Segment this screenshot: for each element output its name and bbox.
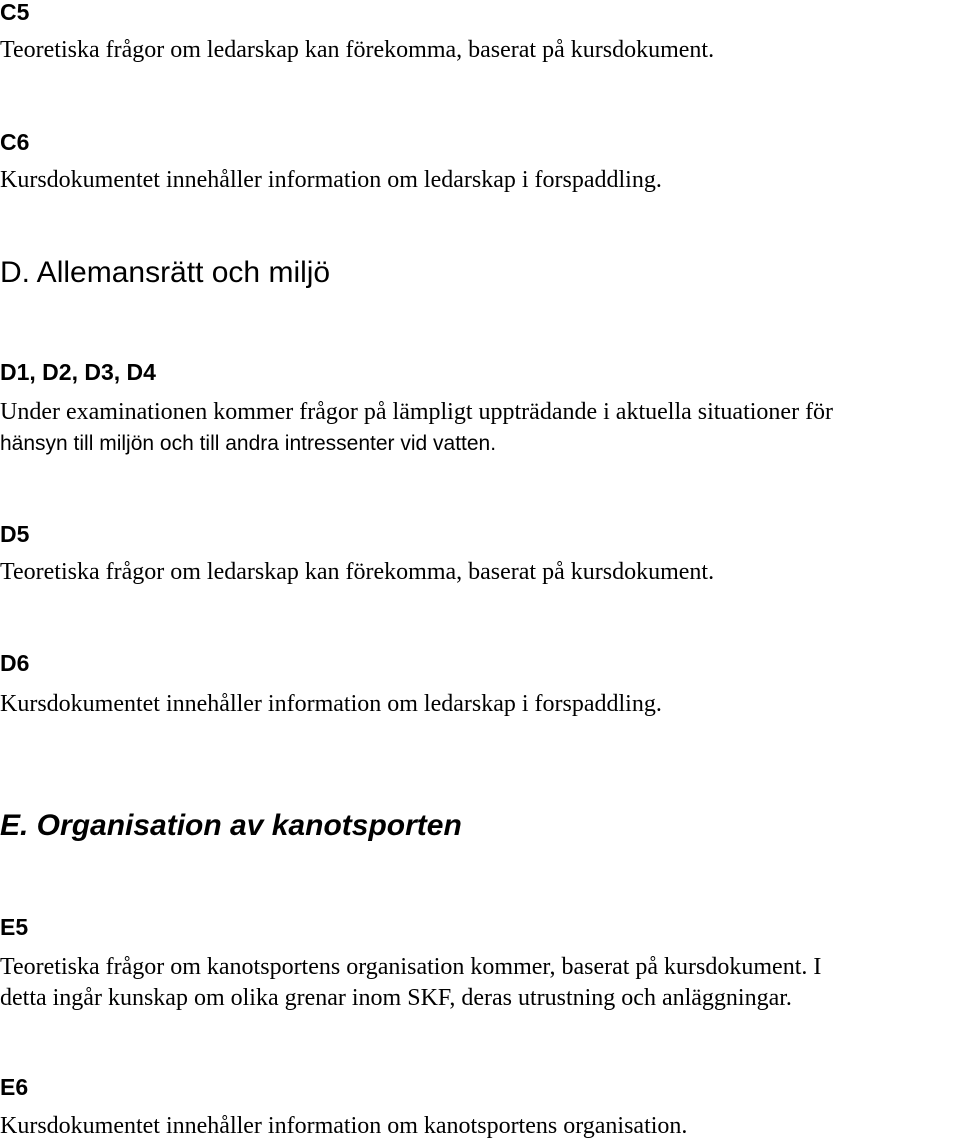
paragraph-d1-d4-line-1: Under examinationen kommer frågor på lämpligt uppträdande i aktuella situationer för — [0, 399, 834, 425]
paragraph-e5-line-1: Teoretiska frågor om kanotsportens organisation kommer, baserat på kursdokument. I — [0, 954, 822, 980]
section-heading-e: E. Organisation av kanotsporten — [0, 809, 462, 842]
heading-d6: D6 — [0, 650, 30, 676]
heading-c5: C5 — [0, 0, 30, 25]
heading-d1-d4: D1, D2, D3, D4 — [0, 359, 156, 385]
paragraph-e6: Kursdokumentet innehåller information om kanotsportens organisation. — [0, 1113, 688, 1139]
heading-e5: E5 — [0, 914, 29, 940]
paragraph-c5: Teoretiska frågor om ledarskap kan förekomma, baserat på kursdokument. — [0, 37, 715, 63]
paragraph-d6: Kursdokumentet innehåller information om ledarskap i forspaddling. — [0, 691, 662, 717]
paragraph-e5-line-2: detta ingår kunskap om olika grenar inom SKF, deras utrustning och anläggningar. — [0, 985, 792, 1011]
paragraph-d5: Teoretiska frågor om ledarskap kan förekomma, baserat på kursdokument. — [0, 559, 715, 585]
heading-c6: C6 — [0, 129, 30, 155]
paragraph-d1-d4-line-2: hänsyn till miljön och till andra intressenter vid vatten. — [0, 432, 497, 455]
heading-d5: D5 — [0, 521, 30, 547]
paragraph-c6: Kursdokumentet innehåller information om ledarskap i forspaddling. — [0, 167, 662, 193]
heading-e6: E6 — [0, 1074, 29, 1100]
section-heading-d: D. Allemansrätt och miljö — [0, 256, 331, 289]
